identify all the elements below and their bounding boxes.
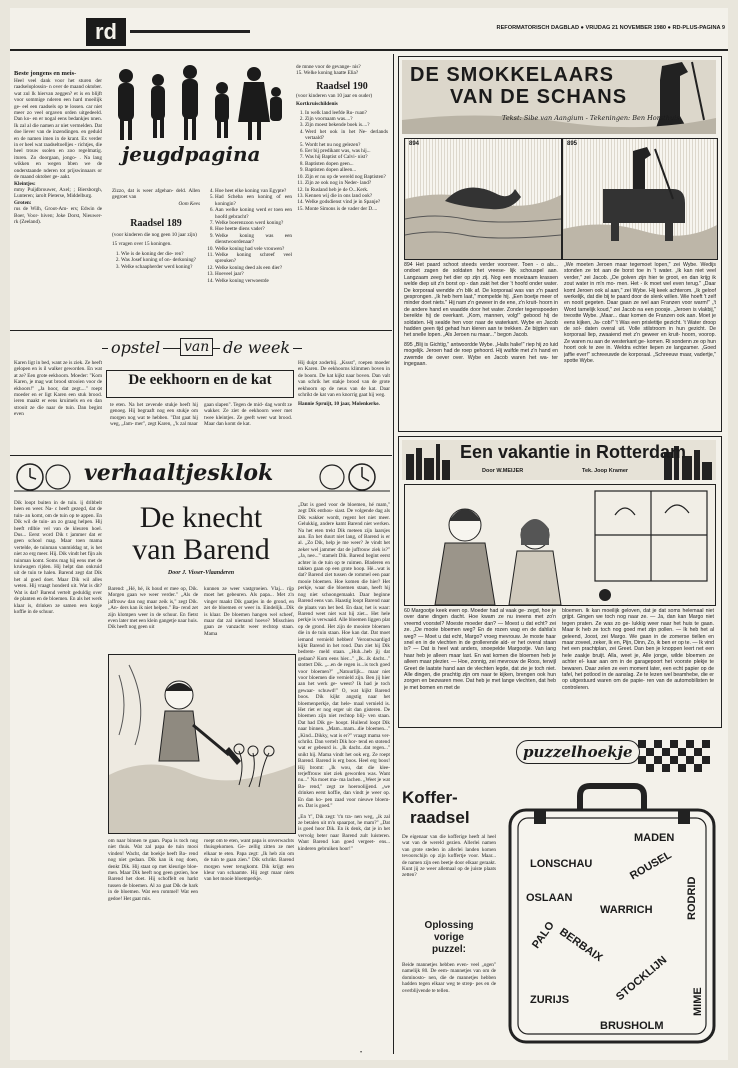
vakantie-illustrator: Tek. Joop Kramer [582, 468, 629, 474]
jeugdpagina-logo [108, 58, 288, 178]
list-item: 5. Had Scheba een koning of een koningin? [215, 194, 292, 207]
vakantie-text-b: bloemen. Ik kan moeilijk geloven, dat je dat soms helemaal niet grijpt. Gingen we toch nog naar ze. — Ja, dan kan Margo niet tegen praten. Ze was zo ge- lukkig weer naar het huis te gaan. Maar ik heb ze toch nog goed met zijn pollen. — Ik heb het al geleend, Joost, zei Margo. We gaan in de zomerse tiellen en maar zoveel, zeker, Ik en, Pijn, Dinn, Zo, ik ben er op te. — Ik vind het een prachtplan, zei Greet. Dan ben je knoppen leert net een hele zaakje bruijt. Alla, weet je, Alle jonge, wilde bloemen ze achter el- kaar aan om in de garagepoort het voorste plekje te bewaren. Daar zelen ze een moment later, een echt papier op de tafel, het potlood in de aanslag. Ze te lezen wel beamhebe, die er op uitgestuurd waren om de papie- ren van de automobilisten te controleren. [562, 608, 714, 691]
verhaal-right-text: „Dat is goed voor de bloemen, hé mam," zegt Dik enthou- siast. De volgende dag als Dik wakker wordt, regent het niet meer. Gelukkig, andere kamt Barend niet werken. Na het eten trekt Dik meteen zijn laarsjes aan. En het duurt niet lang, of Barend is er al. „Zo Dik, help je me weer? Je vindt het zeker wel jammer dat de juffrouw ziek is?" „Ja, nee..." stamelt Dik. Barend begint eerst achter in de tuin op te ruimen. Bladeren en takken gaan op een grote hoop. Hè...wat is dat? Barend ziet tussen de rommel een paar mooie bloemen. Hoe komen die hier? Het perkje, waar die bloemen staan, heeft hij nog niet schoongemaakt. Daar beginne Barend eens van. Haastig loopt Barend naar de plaats van het bed. En daar, het is waar: Barend weet niet wat hij ziet... Het hele perkje is verwaaid. Alle bloemen liggen plat op de grond. Het zijn de mooiste bloemen die in de tuin staan. Hoe kan dat. Dat moet iemand vernield hebben! Verontwaardigd kijkt Barend in het rond. Dan ziet hij Dik bedrem- meld staan. „Huh...heb jij dat gedaan? Kom eens hier..." „Ik...ik dacht..." stottert Dik. „...en de regen is...is toch goed voor bloemen?" „Natuurlijk... maar niet voor bloemen die vernield zijn. Ben jij hier aan het werk ge- weest? Ik had je toch gewaar- schuwd!" O, wat kijkt Barend boos. Dik kijkt angstig naar het bloemenperkje, dat hele- maal vernield is. Het riet er nog erger uit dan gisteren. De bloemen zijn niet rechtop blij- ven staan. Dat had Dik ge- hoopt. Huilend loopt Dik naar binnen. „Mam...mam...die bloemen..." „Kind...Dikky, wat is er?" vraagt mama ver- schrikt. Dan vertelt Dik hor- tend en stotend wat er gebeurd is. „Ik dacht...dat regen..." snikt hij. Mama vindt het ook erg. Ze roept Barend. Barend is erg boos. Heel erg boos! Hij bromt: „Ik wou, dat die klee- terjeffrouw niet ziek geworden was. Want nu..." Na moet ma- ma lachen. „Weet je wat Ba- rend," zegt ze hoeroolijjend. „we drinken eerst koffie, dan vindt je weer op. En dan ko- pen zaad voor nieuwe bloem- en. Dat is goed." [298, 502, 390, 810]
list-item: 9. Baptisten dopen alleen... [305, 167, 388, 173]
koffer-word-oslaan: OSLAAN [526, 892, 573, 904]
koffer-word-brusholm: BRUSHOLM [600, 1020, 664, 1032]
letter-column [14, 70, 102, 320]
list-item: 7. Welke boerenzoon werd koning? [215, 220, 292, 226]
smokkelaars-panel-894 [404, 138, 562, 260]
header-bottom-rule [10, 49, 728, 51]
oplossing-line3: puzzel: [432, 944, 466, 955]
raadsel-190-heading: Kortkruischildenis [296, 101, 338, 108]
column-rule [393, 54, 394, 1054]
raadsel-189-subtitle: (voor kinderen die nog geen 10 jaar zijn) [112, 232, 197, 238]
vakantie-header [402, 440, 716, 480]
list-item: 9. Welke koning was een dienstwoordenaar? [215, 233, 292, 246]
story-illustration [108, 654, 296, 834]
smokkelaars-title-line1: DE SMOKKELAARS [410, 64, 615, 86]
puzzel-banner [488, 736, 720, 780]
list-item: 3. Zijn moest bekende boek is....? [305, 122, 388, 128]
list-item: 3. Welke schaapherder werd koning? [121, 264, 200, 270]
list-item: 10. Welke koning had vele vrouwen? [215, 246, 292, 252]
koffer-word-warrich: WARRICH [600, 904, 653, 916]
list-item: 14. Welke godsdienst vind je in Spanje? [305, 199, 388, 205]
opstel-mid [110, 402, 198, 450]
opstel-banner-word1: opstel [108, 338, 163, 357]
verhaal-bottom-mid1-text: om naar binnen te gaan. Papa is toch nog niet thuis. Wat zal papa de tuin mooi vinden! Wacht, dat boekje heeft Ba- rend nog niet gedaan. Dik kan ik nog doen, denkt Dik. Hij staat op met kleurige bloe- men. Maar Dik heeft nog geen gezien, hoe Barend het doet. Hij schoffelt en harkt tussen de bloemen. Al zo gaat Dik de hark in de bloemen. Wat een rommel! Wat een gedoe! Het gaat mis. [108, 838, 198, 902]
winners-heading: Kleintjes: [14, 180, 36, 187]
raadsel-189-body [112, 232, 200, 324]
verhaal-mid1 [108, 586, 198, 650]
suitcase-puzzle [504, 780, 720, 1048]
oplossing-body: Beide mannetjes hebben even- veel „ogen" namelijk 80. De eem- mannetjes van om de dominosto- nen, die de mannetjes hebben hadden tegen elkaar weg te strep- pes en de overblijvende te tellen. [402, 962, 496, 994]
raadsel-190-subtitle: (voor kinderen van 10 jaar en ouder) [296, 92, 373, 99]
opstel-mid2-text: gaan slapen". Tegen de mid- dag wordt ze wakker. Ze ziet de eekhoorn weer met twee kleintjes. Ze geeft weer wat brood. Maar dan komt de kat. [204, 402, 292, 428]
smokkelaars-header [402, 60, 716, 134]
oplossing-line2: vorige [433, 932, 464, 943]
verhaal-right-column [298, 502, 390, 1050]
oplossing-text [402, 962, 496, 1022]
raadsel-190-carryover: de mnne voor de gevange- nis? [296, 64, 361, 70]
puzzelhoekje-title: puzzelhoekje [516, 740, 640, 764]
raadsel-189-questions-b [206, 188, 292, 324]
koffer-word-maden: MADEN [634, 832, 675, 844]
winners-list: mmy Puijdbrouwer, Axel; ; Biersborgh, Lunteren; iarolt Pieterse, Middelburg. [14, 186, 102, 200]
kofferraadsel-title [402, 788, 502, 828]
letter-heading: Beste jongens en meis- [14, 70, 77, 77]
list-item: 4. Hoe heet elke koning van Egypte? [215, 188, 292, 194]
family-at-window-illustration-icon [405, 485, 715, 605]
list-item: 11. Welke koning schreef veel spreuken? [215, 252, 292, 265]
list-item: 2. Was Josef koning of on- derkoning? [121, 257, 200, 263]
jeugd-intro-text: Zizzo, dat is weer afgehan- deld. Allen gegroet van [112, 188, 200, 201]
list-item: 12. Welke koning deed als een dier? [215, 265, 292, 271]
list-item: 12. In Rusland heb je de O...Kerk. [305, 187, 388, 193]
koffer-word-zurijs: ZURIJS [530, 994, 570, 1006]
koffer-word-rodrid: RODRID [686, 876, 698, 920]
section-divider [10, 455, 392, 456]
verhaal-bottom-mid2-text: roept om te eten, want papa is onverwachts thuisgekomen. Ge- zellig zitten ze met elkaar te eten. Papa zegt: „Ik heb zin om de tuin te gaan zien." Dik schrikt. Barend morgen weer terugkomt. Dik krijgt een kleur van schaamte. Hij zegt maar niets van het mooie bloemperkje. [204, 838, 294, 883]
opstel-left-text: Karen ligt in bed, want ze is ziek. Ze heeft gelopen en is il walker geworden. En wat at ze? Een grote eekhoorn. Moeder: "Kom Karen, je mag wat brood strooien voor de ekhoors!" „Ja hoor, dat zegt...." roept moeder en er ligt Karen een stuk brood. ieren maakt er eens kruimels en en dan strooit ze die naar de tuin. Dan begint even [14, 360, 102, 418]
panel-number-894: 894 [409, 141, 420, 147]
list-item: 6. Eer bij predikant was, was hij... [305, 148, 388, 154]
list-item: 15. Monte Simons is de vader der D.... [305, 206, 388, 212]
child-planting-illustration-icon [109, 655, 295, 833]
koffer-word-stocklijn: STOCKLIJN [614, 954, 670, 1004]
koffer-instructions [402, 834, 496, 914]
list-item: 7. Was hij Baptist of Calvi- nist? [305, 154, 388, 160]
smokkelaars-text-continuation: „We moeten Jeroen maar tegemoet lopen," zei Wybe. Wedijs stonden ze tot aan de borst toe in 't water. „Ik kan niet veel verder," zei Jacob. „De golven zijn hier te groot, en dan krijg ik zout water in m'n mo- men. Het - ik moet wel even terug." „Daar komt Jeroen ook al aan," zei Wybe. Hij keek achterom. „Ik geloof werkelijk, dat die bij te paard door de slenk willen. Wie hoeft 't zelf en nooit gegeten. Daar gaan ze wel aan Franzen voor warm!" „'t Word tamelijk koud," zei Jacob na een poosje. „Jeroen is vlakbij," treostte Wybe. „Maar... daar komen de Franzen ook aan. Moet je eens kijken, Ja- cob!" 't Was een prisletitje gezicht. 't Water droop de sol- daten overal uit. Volle stilstroom in hun gezicht. De korporaal liep, zwaaiend met z'n geweer en kruit- hoorn, voorop. Ze waren nu aan de westerkant ge- komen. Ri sondenn ze op hun hoort ook te zee in. Weldra echter liepen ze langzamer. „Goed jaffie ever!" schreeuwde de korporaal. „Schreeuw maar, vadertje," spotte Wybe. [564, 262, 716, 365]
opstel-mid-text: te eten. Na het zevende stukje heeft hij genoeg. Hij begraaft nog een stukje om morgen nog wat te hebben. "Dat gaat hij weg, „Jam- mer", zegt Karen, „'k zal maar [110, 402, 198, 428]
opstel-mid2 [204, 402, 292, 450]
letter-body: Heel veel dank voor het sturen der raadseloplossin- n over de maand oktober. wat zul lk hiervan zeggen? et is en blijft voor sommige nderen een hard moeilijk ge- eel een raadsels op te lossen. car niet meer zo veel orgaven orden uitgedeeld. Dan ko- en er nogal eens bedankjes nnen. Ik zal al die namen ar niet vermelden. Dat doe liever van de inzendingen. en geduld en de namen imen in de krant. Ex verder in er heel wat raadseltoelljes - richtjes, die heel trouw ssolen en zoo regelmatig. ituren. Zo doorgaan, jongo- . Na lang wikken en wegen bben we de onderstaande nderen tot prijswinnaars or de maand oktober ge- aakt. [14, 78, 102, 181]
verhaal-ending: „En 't", Dik zegt: 't'n tra- nen weg, „ik zal ze betalen uit m'n spaarpot, he mam?" „Dat is goed hoor Dik. En ik denk, dat je in het vervolg beter naar Barend zult luisteren. Want Barend kan goed vergeet- ens... kinderen gebruiken hoor!" [298, 813, 390, 852]
opstel-banner [102, 338, 302, 360]
koffer-title-line1: Koffer- [402, 788, 458, 807]
vakantie-text-right [562, 608, 714, 722]
story-title-line2: van Barend [132, 533, 270, 566]
list-item: 8. Hoe heette diens vader? [215, 226, 292, 232]
page-footer-mark: • [360, 1050, 363, 1056]
verhaal-mid2 [204, 586, 294, 650]
koffer-word-mime: MIME [692, 987, 704, 1016]
list-item: 1. Wie is de koning der die- ren? [121, 251, 200, 257]
raadsel-190-title: Raadsel 190 [316, 80, 368, 92]
smokkelaars-text-right [564, 262, 716, 426]
list-item: 10. Zijn er nu op de wereld nog Baptisten? [305, 174, 388, 180]
vakantie-illustration [404, 484, 716, 606]
raadsel-189-questions-a [112, 251, 200, 270]
vakantie-text-a: 60 Margootje keek even op. Moeder had al vaak ge- zegd, hoe je over dane dingen dacht. Hoe kwam ze nu ineens met zo'n vreemd voorstel? Moeste moeder dan? — Moest u dat echt? zei ze. „De mooie bloemen weg? En de rozen wag en de dahlia's weg? — Moet u dat echt, Margo? vroeg mevrouw. Je moste haar snel en in de vlechten in de grollerende ald- er het overal staan is? — Dat is heel wat anders, snoepelde Margootje. Van lang haar heb je alleen maar last. En wat komen die bloemen heb je alleen maar plezier. — Hoe, zonnig, zei mevrouw de Roos, terwijl Greet de laatste hand aan de vlechten legde, dat zie je toch niet. Alle dingen, die prachtig zijn om naar te kijken, brengen ook hun zorgen en bezwaren mee. Dat heb je met lange vlechten, dat heb je met bomen en met de [404, 608, 556, 691]
list-item: 11. Zijn ze ook nog in Neder- land? [305, 180, 388, 186]
list-item: 6. Aan welke koning werd er toen een hoofd gebracht? [215, 207, 292, 220]
story-title [108, 502, 294, 576]
list-item: 4. Werd het ook in het Ne- derlands vertaald? [305, 129, 388, 142]
verhaal-left-text: Dik loopt buiten in de tuin. ij dribbelt heen en weer. Na- c heeft gezegd, dat de tuin- an komt, om de tuin op te appen. En Dik wil de tuin- an zo graag helpen. Hij heeft rdlbie vel van de kleuren hoel. Dus... Eerst word Dik t jammer dat er geen school mag. Maar toen mama vertelde, de tuinman vanmiddag nt, is het niet zo erg meer. Hij. Dik vindt het fijn als tuinman komt. Soms mag hij eens met de kruiwagen rijden. Hij helpt dan onkruid uit de tuin te halen. Barend zegt dat Dik het al goed doet. Maar Dik wil alles weten. Hij vraagt honderd uit. Wat is dit? Wat is dat? Barend vertelt geduldig over de planten en de bloemen. En als het werk klaar is, drinken ze samen een kopje koffie in de schuur. [14, 500, 102, 615]
jeugd-signature: Oom Kees [178, 200, 200, 207]
opstel-left [14, 360, 102, 450]
opstel-right-text: Hij duipt zoderbij. „Kssst", roepen moeder en Karen. De eekhoorns klimmen boven in de boom. De kat kijkt naar boven. Dan valt van schrik het stakje brood van de grote eekhoorn op de neus van de kat. Daar schrikt de kat van en knorrig gaat hij weg. [298, 360, 390, 399]
opstel-author: Hannie Spruijt, 10 jaar, Molenkerke. [298, 401, 380, 408]
smokkelaars-text-894: 894 Het paard schoot steeds verder voorover. Toen - o als... ondoet zagen de soldaten het vreese- lijk schouspel aan. Langzaam zeeg het dier op zijn zij. Nog een moeizaam krassen welde diep uit z'n borst op - dan zakt het dier 't hoofd onder water. De korporaal wendde z'n blik af. De korporaal was van z'n paard gesprongen. „Ik heb hem laat," mompelde hij. „Een boetje meer of minder doet niets." Hij nam z'n geweer in de ene, z'n kruit- hoorn in de andere hand en waadde door het water. Zonder tegenspoeden bereikte hij de overkant. „Kom, mannen, volg!" gebood hij de soldaten. Hij sealde hen voor naar de waterkant. Wybe en Jacob hadden geen tijd gehad hun kleren aan te trekken. Ze bijgten van het snelle lopen. „Als Jeroen nu maar..." begon Jacob. [404, 262, 558, 339]
groten-list: rus de Wilh, Groot-Am- ers; Edwin de Boer, Voor- hiven; Joke Dorst, Nieuwer- rk (Zeeland). [14, 206, 102, 225]
raadsel-190-questions [296, 110, 388, 213]
smokkelaars-panel-895 [562, 138, 718, 260]
jeugdpagina-title: jeugdpagina [122, 142, 261, 166]
raadsel-189-intro: 15 vragen over 15 koningen. [112, 241, 172, 248]
smokkelaars-text-left [404, 262, 558, 426]
koffer-word-palo: PALO [530, 919, 557, 951]
opstel-banner-word3: de week [220, 338, 293, 357]
oplossing-heading [402, 920, 496, 956]
paper-logo: rd [86, 18, 126, 46]
verhaal-bottom-mid1 [108, 838, 198, 1050]
list-item: 13. Kennen wij die in ons land ook? [305, 193, 388, 199]
opstel-banner-word2: van [180, 338, 213, 356]
list-item: 1. In welk land leefde Ru- ruan? [305, 110, 388, 116]
verhaal-mid1-text: Barend: „Hé, hé, ik houd er mee op, Dik. Morgen gaan we weer verder." „Als de jaffrouw dan nog maar zeik is," zegt Dik. „An- ders kan ik niet helpen." Ba- rend zet zijn klompen weer in de schuur. En fietst even later met een klein gangetje naar huis. Dik heeft nog geen uit [108, 586, 198, 631]
list-item: 8. Baptisten dopen geen... [305, 161, 388, 167]
koffer-word-lonschau: LONSCHAU [530, 858, 593, 870]
raadsel-190-q15: 15. Welke koning haatte Elia? [296, 70, 359, 77]
soldier-on-horse-illustration-icon [563, 139, 717, 259]
smokkelaars-text-895: 895 „Blij is Gichtig," antwoordde Wybe. „Halls halie!" riep hij zo luid mogelijk. Jeroen had de roep gehoord. Hij wuifde met z'n hand en zwemde de oever over. Wybe en Jacob waren het wa- ter ingegaan. [404, 341, 558, 368]
koffer-word-rousel: ROUSEL [628, 849, 674, 883]
verhaal-bottom-mid2 [204, 838, 294, 1050]
header-dateline: REFORMATORISCH DAGBLAD ● VRIJDAG 21 NOVEMBER 1980 ● RD-PLUS-PAGINA 9 [496, 25, 725, 31]
koffer-instructions-text: De eigenaar van die kofferige heeft al heel wat van de wereld gezien. Allerlei namen van grote steden in allerlei landen komen tevoorschijn op zijn koffertje voor. Maar... de namen zijn een beetje door elkaar geraakt. Kunt jij ze weer allemaal op de juiste plaats zetten? [402, 834, 496, 879]
opstel-right [298, 360, 390, 450]
raadsel-190 [296, 64, 388, 326]
groten-heading: Groten: [14, 199, 32, 206]
verhaal-left-column [14, 500, 102, 1050]
smokkelaars-title-line2: VAN DE SCHANS [450, 86, 628, 108]
story-byline: Door J. Visser-Vlaanderen [167, 570, 235, 576]
story-title-line1: De knecht [139, 501, 263, 534]
horse-in-water-illustration-icon [405, 139, 561, 259]
section-divider [10, 330, 392, 331]
vakantie-text-left [404, 608, 556, 722]
koffer-title-line2: raadsel [410, 808, 470, 827]
newspaper-page [10, 8, 728, 1060]
list-item: 14. Welke koning verwoestde [215, 278, 292, 284]
jeugd-intro [112, 188, 200, 214]
vakantie-author: Door W.MEIJER [482, 468, 524, 474]
smokkelaars-credit: Tekst: Sibe van Aangium - Tekeningen: Ben Horsthuis [502, 114, 680, 122]
verhaal-mid2-text: kunnen ze weer vastgroeien. Vlaj... rijp moet het gebeuren. Als papa... Met z'n vinger maakt Dik gaatjes in de grond, en zet de bloemen er weer in. Eindelijk...Dik is klaar. De bloemen hangen wel scheef, maar dat zal niemand hoeve? Misschien gaan ze vanzacht weer rechtop staan. Mama [204, 586, 294, 637]
opstel-title: De eekhoorn en de kat [128, 372, 272, 388]
list-item: 2. Zijn voornaam was....? [305, 116, 388, 122]
list-item: 13. Hoeveel jaar? [215, 271, 292, 277]
panel-number-895: 895 [567, 141, 578, 147]
list-item: 5. Wordt het nu nog gelezen? [305, 142, 388, 148]
koffer-word-berbaix: BERBAIX [557, 926, 605, 965]
vakantie-title: Een vakantie in Rotterdam [460, 442, 687, 462]
raadsel-189-title: Raadsel 189 [130, 218, 182, 229]
verhaaltjesklok-banner [14, 460, 390, 494]
oplossing-line1: Oplossing [424, 920, 474, 931]
verhaaltjesklok-title: verhaaltjesklok [84, 460, 274, 486]
header-rule [130, 30, 250, 33]
